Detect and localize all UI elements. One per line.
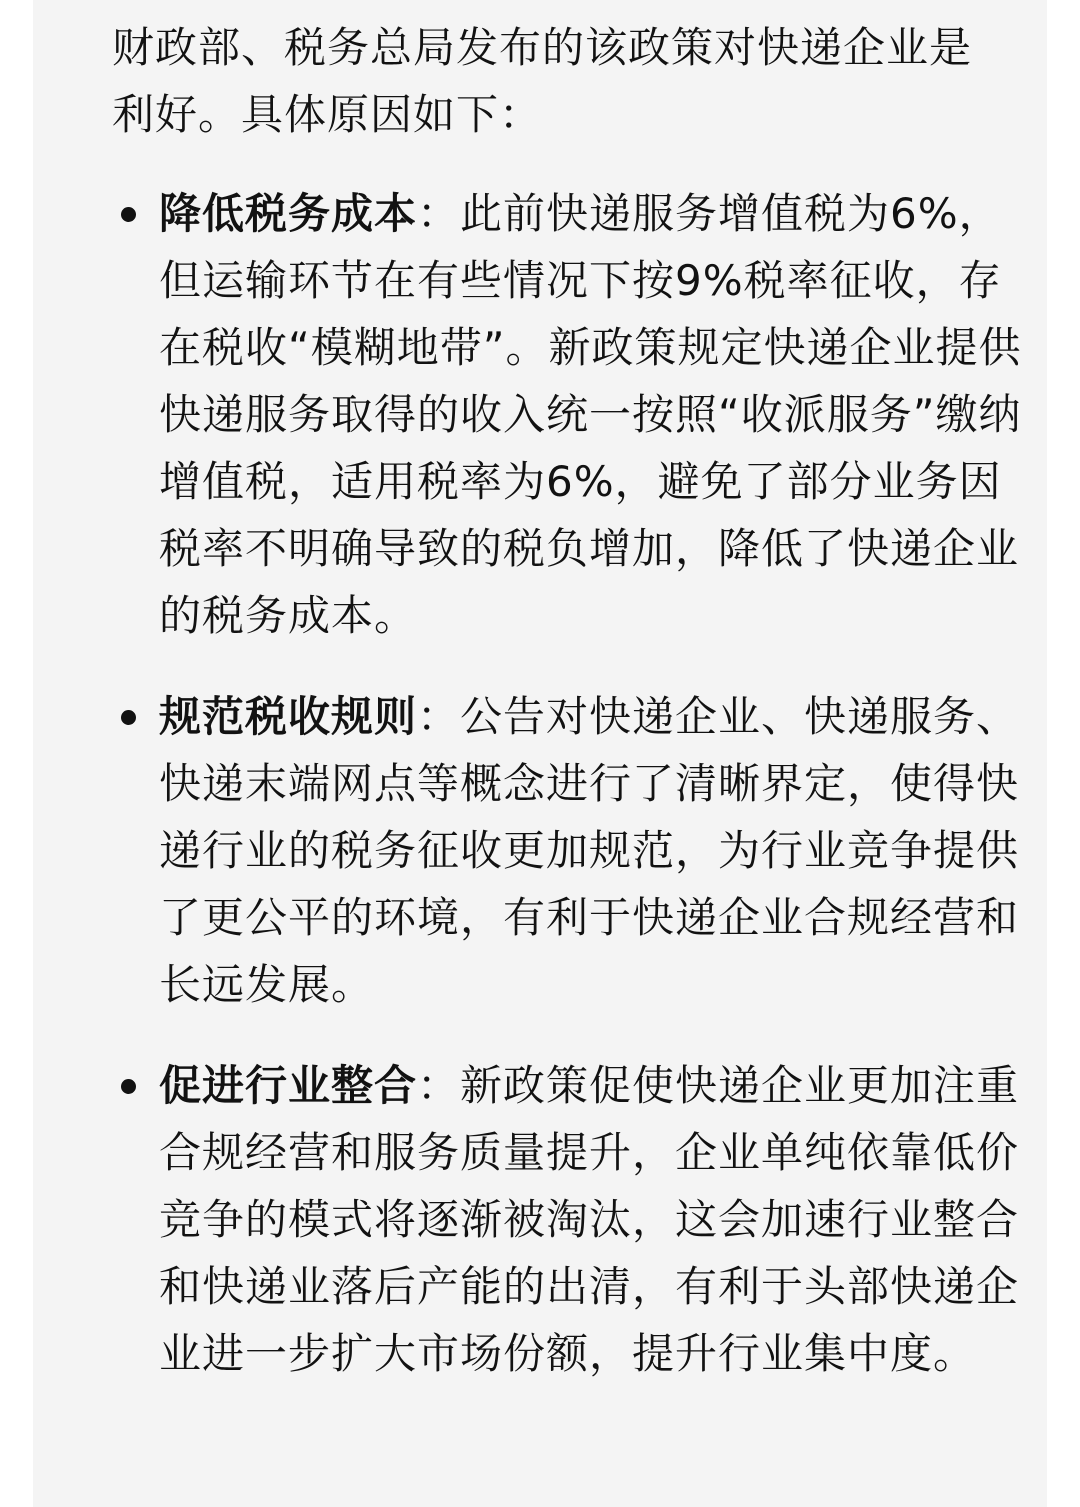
reason-separator: ： (417, 1061, 461, 1110)
reason-title: 规范税收规则 (159, 692, 418, 741)
reason-item-tax-cost (112, 180, 1029, 649)
answer-content (112, 14, 1072, 1421)
bullet-icon (121, 207, 136, 222)
reason-item-industry-consolidation (112, 1052, 1029, 1387)
reason-body: 此前快递服务增值税为6%，但运输环节在有些情况下按9%税率征收，存在税收“模糊地带”。新政策规定快递企业提供快递服务取得的收入统一按照“收派服务”缴纳增值税，适用税率为6%，避免了部分业务因税率不明确导致的税负增加，降低了快递企业的税务成本。 (159, 189, 1022, 640)
reason-separator: ： (417, 189, 461, 238)
bullet-icon (121, 1079, 136, 1094)
answer-card (33, 0, 1047, 1507)
reason-list (112, 180, 1072, 1387)
reason-title: 促进行业整合 (159, 1061, 418, 1110)
reason-item-tax-rules (112, 683, 1029, 1018)
bullet-icon (121, 710, 136, 725)
reason-title: 降低税务成本 (159, 189, 418, 238)
reason-body: 公告对快递企业、快递服务、快递末端网点等概念进行了清晰界定，使得快递行业的税务征收更加规范，为行业竞争提供了更公平的环境，有利于快递企业合规经营和长远发展。 (159, 692, 1020, 1009)
intro-paragraph: 财政部、税务总局发布的该政策对快递企业是利好。具体原因如下： (112, 23, 973, 139)
reason-separator: ： (417, 692, 461, 741)
reason-body: 新政策促使快递企业更加注重合规经营和服务质量提升，企业单纯依靠低价竞争的模式将逐渐被淘汰，这会加速行业整合和快递业落后产能的出清，有利于头部快递企业进一步扩大市场份额，提升行业集中度。 (159, 1061, 1020, 1378)
